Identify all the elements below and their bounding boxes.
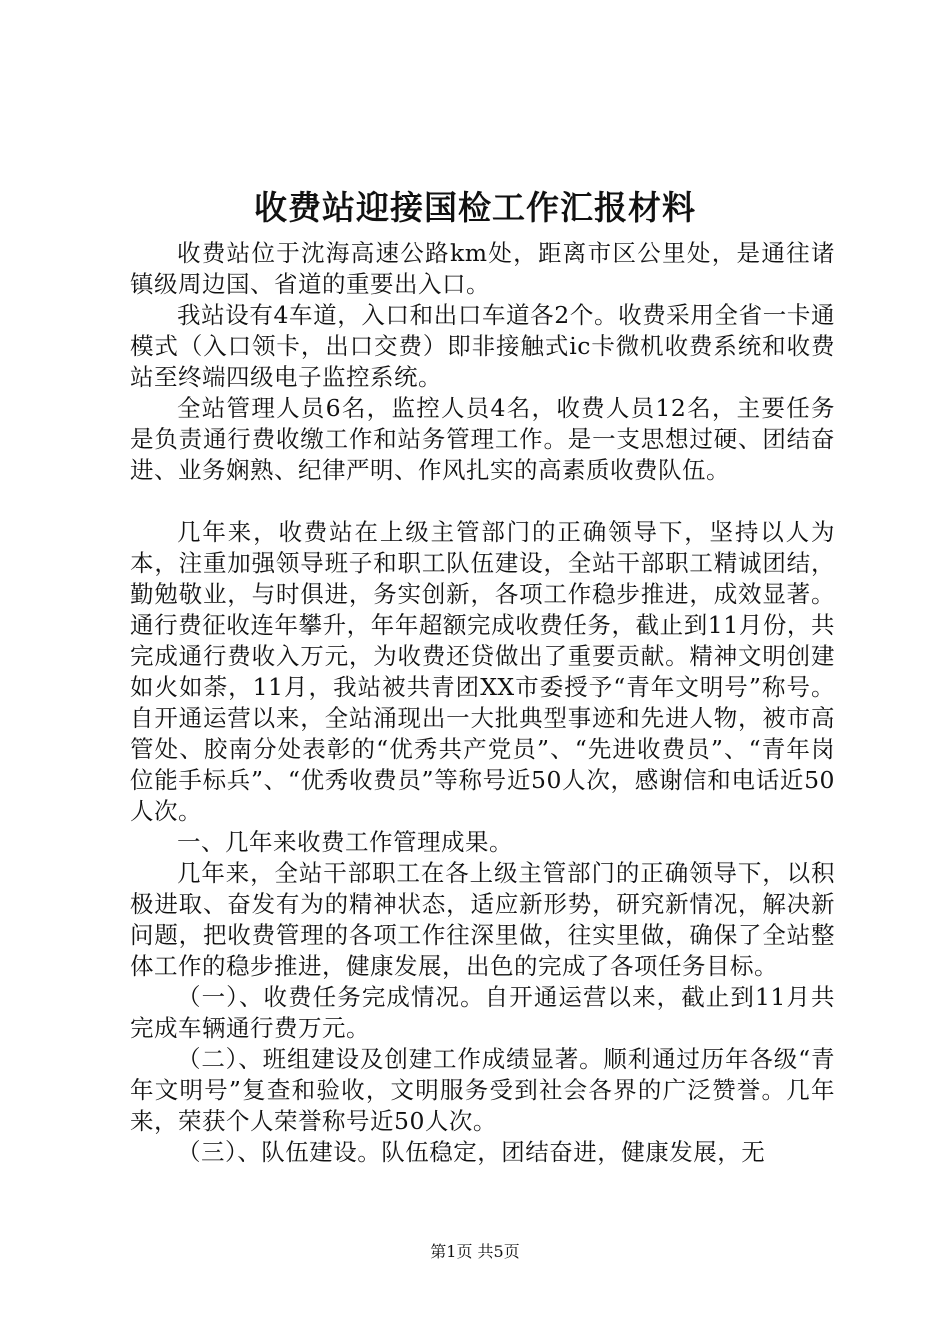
section-heading-1: 一、几年来收费工作管理成果。: [177, 828, 513, 856]
document-body: [130, 238, 835, 1168]
paragraph-management: 几年来，全站干部职工在各上级主管部门的正确领导下，以积极进取、奋发有为的精神状态，适应新形势，研究新情况，解决新问题，把收费管理的各项工作往深里做，往实里做，确保了全站整体工作的稳步推进，健康发展，出色的完成了各项任务目标。: [130, 859, 835, 980]
paragraph-gap: [130, 486, 835, 517]
document-title: 收费站迎接国检工作汇报材料: [254, 188, 696, 227]
paragraph-lanes: 我站设有4车道，入口和出口车道各2个。收费采用全省一卡通模式（入口领卡，出口交费）即非接触式ic卡微机收费系统和收费站至终端四级电子监控系统。: [130, 301, 835, 391]
paragraph-staff: 全站管理人员6名，监控人员4名，收费人员12名，主要任务是负责通行费收缴工作和站务管理工作。是一支思想过硬、团结奋进、业务娴熟、纪律严明、作风扎实的高素质收费队伍。: [130, 394, 835, 484]
paragraph-location: 收费站位于沈海高速公路km处，距离市区公里处，是通往诸镇级周边国、省道的重要出入口。: [130, 239, 835, 298]
page-footer: 第1页 共5页: [430, 1242, 520, 1261]
paragraph-item-3: （三）、队伍建设。队伍稳定，团结奋进，健康发展，无: [177, 1138, 766, 1166]
paragraph-achievements: 几年来，收费站在上级主管部门的正确领导下，坚持以人为本，注重加强领导班子和职工队伍建设，全站干部职工精诚团结，勤勉敬业，与时俱进，务实创新，各项工作稳步推进，成效显著。通行费征收连年攀升，年年超额完成收费任务，截止到11月份，共完成通行费收入万元，为收费还贷做出了重要贡献。精神文明创建如火如荼，11月，我站被共青团XX市委授予“青年文明号”称号。自开通运营以来，全站涌现出一大批典型事迹和先进人物，被市高管处、胶南分处表彰的“优秀共产党员”、“先进收费员”、“青年岗位能手标兵”、“优秀收费员”等称号近50人次，感谢信和电话近50人次。: [130, 518, 835, 825]
paragraph-item-1: （一）、收费任务完成情况。自开通运营以来，截止到11月共完成车辆通行费万元。: [130, 983, 835, 1042]
paragraph-item-2: （二）、班组建设及创建工作成绩显著。顺利通过历年各级“青年文明号”复查和验收，文明服务受到社会各界的广泛赞誉。几年来，荣获个人荣誉称号近50人次。: [130, 1045, 835, 1135]
